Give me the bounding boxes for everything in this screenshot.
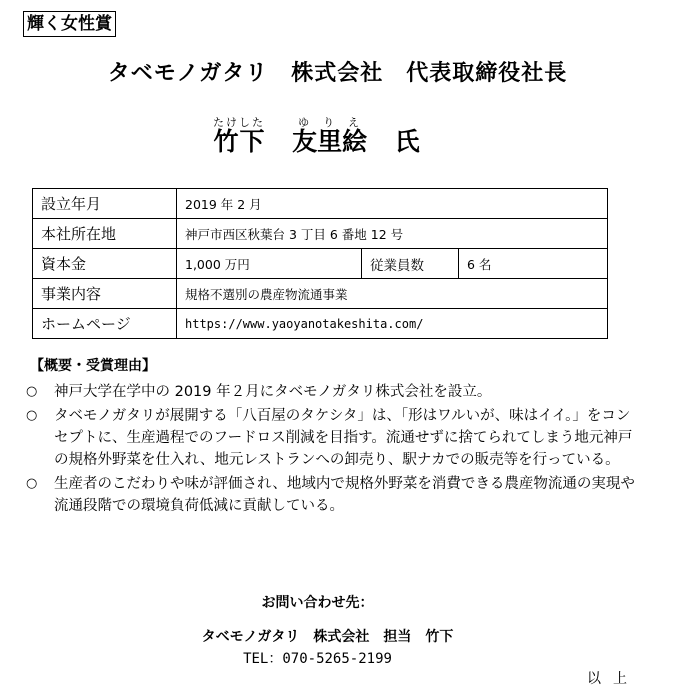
- overview-item-text: 生産者のこだわりや味が評価され、地域内で規格外野菜を消費できる農産物流通の実現や流通段階での環境負荷低減に貢献している。: [54, 476, 635, 514]
- capital-label: 資本金: [33, 249, 177, 279]
- table-row: [33, 219, 608, 249]
- surname: 竹下たけした: [213, 116, 265, 156]
- table-row: [33, 189, 608, 219]
- circle-bullet-icon: ○: [26, 476, 38, 491]
- company-title: タベモノガタリ 株式会社 代表取締役社長: [107, 61, 568, 86]
- contact-tel: TEL：070-5265-2199: [243, 651, 392, 667]
- employees-value: 6 名: [459, 249, 608, 279]
- overview-section: [26, 355, 640, 519]
- homepage-value: [177, 309, 608, 339]
- homepage-label: ホームページ: [33, 309, 177, 339]
- founded-value: 2019 年 2 月: [177, 189, 608, 219]
- given-name: 友里絵ゆりえ: [292, 116, 368, 156]
- contact-heading: お問い合わせ先：: [261, 595, 374, 611]
- address-value: 神戸市西区秋葉台 3 丁目 6 番地 12 号: [177, 219, 608, 249]
- person-name: [213, 116, 420, 158]
- table-row: [33, 309, 608, 339]
- circle-bullet-icon: ○: [26, 384, 38, 399]
- circle-bullet-icon: ○: [26, 408, 38, 423]
- overview-item-text: 神戸大学在学中の 2019 年２月にタベモノガタリ株式会社を設立。: [54, 384, 492, 400]
- list-item: [26, 381, 640, 403]
- company-info-table: [32, 188, 608, 339]
- overview-heading: 【概要・受賞理由】: [30, 358, 156, 374]
- list-item: [26, 405, 640, 471]
- given-name-ruby: ゆりえ: [292, 116, 368, 129]
- award-label: 輝く女性賞: [23, 11, 116, 37]
- closing-mark: 以上: [587, 671, 639, 687]
- honorific: 氏: [394, 127, 420, 156]
- surname-ruby: たけした: [213, 116, 265, 129]
- homepage-link[interactable]: https://www.yaoyanotakeshita.com/: [185, 317, 424, 331]
- address-label: 本社所在地: [33, 219, 177, 249]
- contact-person: タベモノガタリ 株式会社 担当 竹下: [201, 629, 454, 645]
- business-value: 規格不選別の農産物流通事業: [177, 279, 608, 309]
- capital-value: 1,000 万円: [177, 249, 362, 279]
- business-label: 事業内容: [33, 279, 177, 309]
- founded-label: 設立年月: [33, 189, 177, 219]
- table-row: [33, 249, 608, 279]
- table-row: [33, 279, 608, 309]
- overview-item-text: タベモノガタリが展開する「八百屋のタケシタ」は、「形はワルいが、味はイイ。」をコンセプトに、生産過程でのフードロス削減を目指す。流通せずに捨てられてしまう地元神戸の規格外野菜を仕入れ、地元レストランへの卸売り、駅ナカでの販売等を行っている。: [54, 408, 633, 468]
- list-item: [26, 473, 640, 517]
- employees-label: 従業員数: [362, 249, 459, 279]
